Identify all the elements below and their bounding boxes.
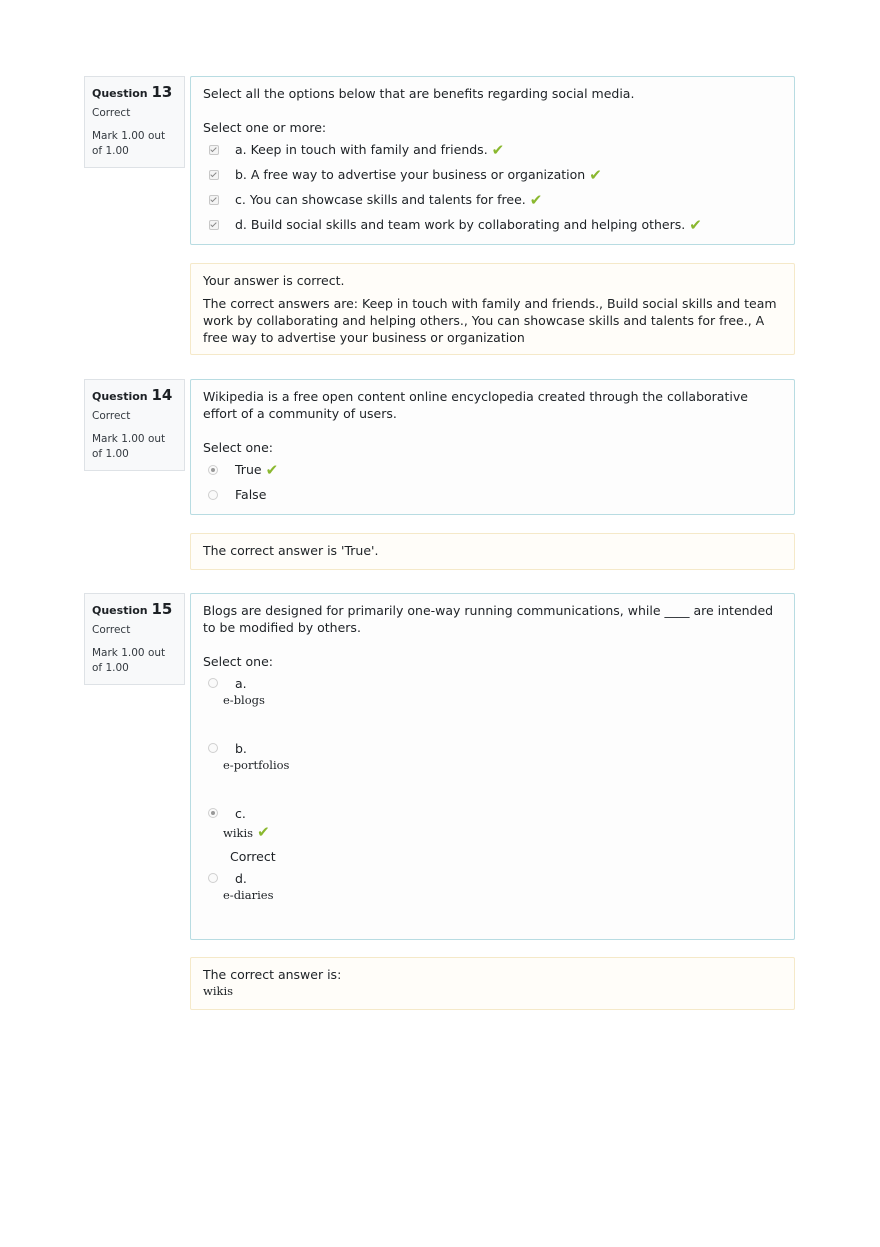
question-formulation	[190, 76, 795, 245]
right-answer-label: The correct answer is:	[203, 967, 342, 982]
question-info	[84, 379, 185, 471]
option-feedback: Correct	[230, 849, 276, 864]
question-text: Select all the options below that are benefits regarding social media.	[203, 86, 635, 101]
answer-option-false	[203, 482, 782, 507]
right-answer: The correct answer is 'True'.	[203, 543, 379, 558]
answer-list	[203, 457, 782, 507]
question-state: Correct	[92, 107, 131, 119]
question-number: 13	[151, 83, 173, 101]
answer-option-b	[203, 740, 782, 805]
question-grade: Mark 1.00 out of 1.00	[92, 433, 166, 460]
checkbox-c[interactable]	[209, 195, 219, 205]
answer-option-a	[203, 137, 782, 162]
option-label: d. Build social skills and team work by collaborating and helping others.	[235, 217, 686, 232]
question-info	[84, 593, 185, 685]
general-feedback: Your answer is correct.	[203, 273, 345, 288]
question-state: Correct	[92, 624, 131, 636]
option-label: False	[235, 487, 267, 502]
checkbox-a[interactable]	[209, 145, 219, 155]
question-feedback	[190, 533, 795, 570]
question-label: Question	[92, 87, 148, 100]
radio-c[interactable]	[208, 808, 218, 818]
answer-option-d	[203, 212, 782, 237]
option-letter: d.	[235, 870, 247, 886]
question-feedback	[190, 263, 795, 355]
right-answer-value: wikis	[203, 984, 234, 998]
radio-true[interactable]	[208, 465, 218, 475]
option-label: b. A free way to advertise your business or organization	[235, 167, 586, 182]
answer-option-a	[203, 675, 782, 740]
checkbox-d[interactable]	[209, 220, 219, 230]
option-label: a. Keep in touch with family and friends.	[235, 142, 488, 157]
question-text: Blogs are designed for primarily one-way running communications, while ____ are intended to be modified by others.	[203, 603, 774, 635]
option-value: e-diaries	[223, 888, 274, 902]
check-icon: ✔	[491, 140, 505, 159]
answer-list	[203, 675, 782, 935]
option-value: wikis	[223, 826, 254, 840]
option-value: e-portfolios	[223, 758, 290, 772]
checkbox-b[interactable]	[209, 170, 219, 180]
question-grade: Mark 1.00 out of 1.00	[92, 130, 166, 157]
radio-d[interactable]	[208, 873, 218, 883]
question-info	[84, 76, 185, 168]
question-formulation	[190, 379, 795, 515]
check-icon: ✔	[589, 165, 602, 184]
radio-b[interactable]	[208, 743, 218, 753]
check-icon: ✔	[529, 190, 543, 209]
question-label: Question	[92, 390, 148, 403]
answer-prompt: Select one:	[203, 440, 274, 455]
question-label: Question	[92, 604, 148, 617]
check-icon: ✔	[265, 460, 279, 479]
check-icon: ✔	[689, 215, 702, 234]
answer-prompt: Select one:	[203, 654, 274, 669]
question-number: 15	[151, 600, 173, 618]
option-letter: a.	[235, 675, 247, 691]
question-number: 14	[151, 386, 173, 404]
check-icon: ✔	[257, 823, 270, 841]
question-state: Correct	[92, 410, 131, 422]
option-letter: b.	[235, 740, 247, 756]
answer-option-c	[203, 805, 782, 870]
option-letter: c.	[235, 805, 246, 821]
radio-a[interactable]	[208, 678, 218, 688]
option-label: True	[235, 462, 262, 477]
answer-option-b	[203, 162, 782, 187]
answer-prompt: Select one or more:	[203, 120, 327, 135]
question-feedback	[190, 957, 795, 1010]
radio-false[interactable]	[208, 490, 218, 500]
option-label: c. You can showcase skills and talents for free.	[235, 192, 526, 207]
answer-list	[203, 137, 782, 237]
answer-option-true	[203, 457, 782, 482]
right-answer: The correct answers are: Keep in touch with family and friends., Build social skills and team work by collaborating and helping others., You can showcase skills and talents for free., A free way to advertise your business or organization	[203, 296, 777, 345]
question-text: Wikipedia is a free open content online encyclopedia created through the collaborative effort of a community of users.	[203, 389, 748, 421]
question-formulation	[190, 593, 795, 940]
question-grade: Mark 1.00 out of 1.00	[92, 647, 166, 674]
answer-option-d	[203, 870, 782, 935]
answer-option-c	[203, 187, 782, 212]
option-value: e-blogs	[223, 693, 265, 707]
